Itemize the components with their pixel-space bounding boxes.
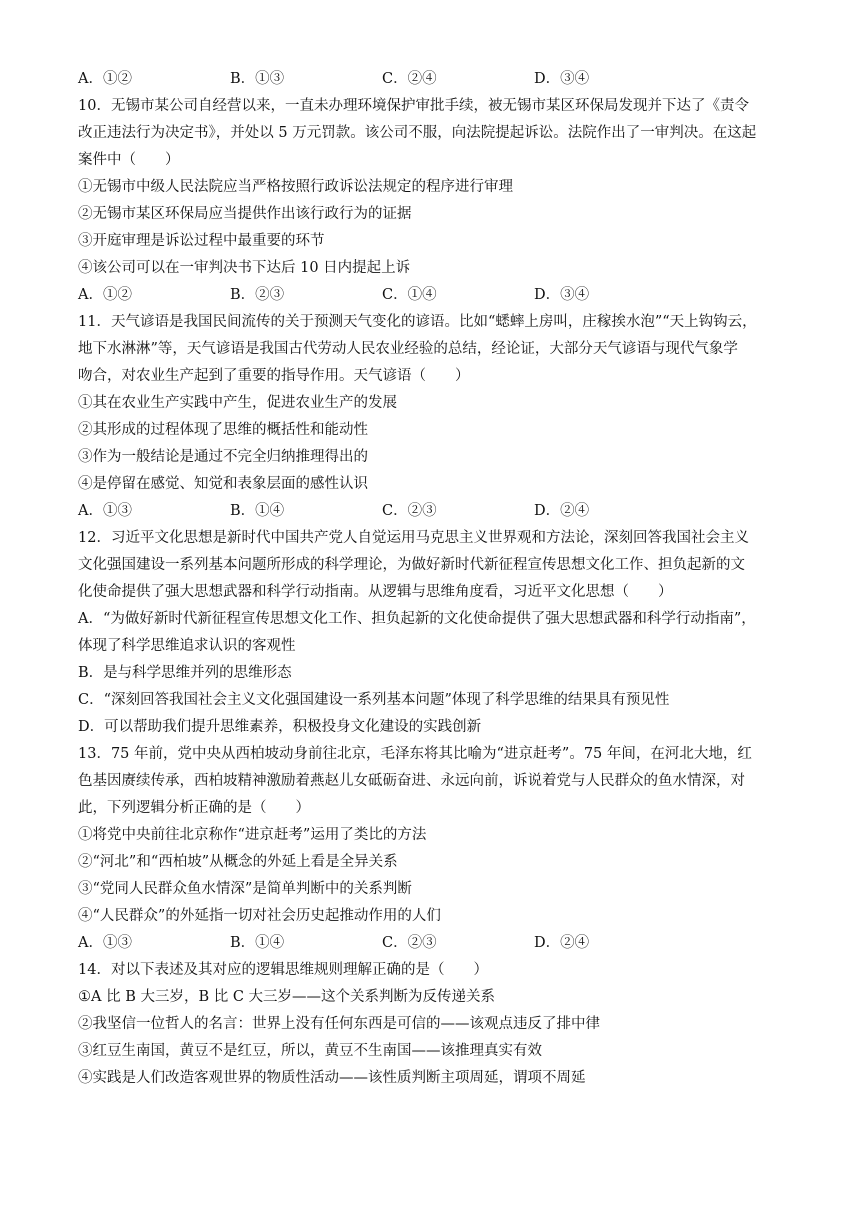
answer-options bbox=[78, 498, 790, 525]
statement-item: ③红豆生南国，黄豆不是红豆，所以，黄豆不生南国——该推理真实有效 bbox=[78, 1043, 542, 1059]
question-stem-line: 地下水淋淋”等，天气谚语是我国古代劳动人民农业经验的总结，经论证，大部分天气谚语与现代气象学 bbox=[78, 341, 738, 357]
option-d: D．③④ bbox=[534, 71, 590, 87]
option-b: B．②③ bbox=[230, 287, 285, 303]
choice-item-continuation: 体现了科学思维追求认识的客观性 bbox=[78, 638, 296, 654]
answer-options bbox=[78, 930, 790, 957]
question-stem-line: 此，下列逻辑分析正确的是（ ） bbox=[78, 800, 310, 816]
statement-item: ②其形成的过程体现了思维的概括性和能动性 bbox=[78, 422, 368, 438]
statement-item: ④实践是人们改造客观世界的物质性活动——该性质判断主项周延，谓项不周延 bbox=[78, 1070, 586, 1086]
option-d: D．③④ bbox=[534, 287, 590, 303]
choice-item: A．“为做好新时代新征程宣传思想文化工作、担负起新的文化使命提供了强大思想武器和科学行动指南”， bbox=[78, 611, 756, 627]
option-a: A．①③ bbox=[78, 935, 132, 951]
option-d: D．②④ bbox=[534, 503, 590, 519]
option-c: C．②③ bbox=[382, 935, 437, 951]
question-10 bbox=[78, 93, 790, 309]
question-stem-line: 12．习近平文化思想是新时代中国共产党人自觉运用马克思主义世界观和方法论，深刻回答我国社会主义 bbox=[78, 530, 749, 546]
option-a: A．①② bbox=[78, 71, 132, 87]
statement-item: ④“人民群众”的外延指一切对社会历史起推动作用的人们 bbox=[78, 908, 441, 924]
statement-item: ②我坚信一位哲人的名言：世界上没有任何东西是可信的——该观点违反了排中律 bbox=[78, 1016, 600, 1032]
exam-page bbox=[78, 66, 790, 1092]
statement-item: ③开庭审理是诉讼过程中最重要的环节 bbox=[78, 233, 325, 249]
statement-item: ②“河北”和“西柏坡”从概念的外延上看是全异关系 bbox=[78, 854, 398, 870]
option-c: C．①④ bbox=[382, 287, 437, 303]
option-a: A．①③ bbox=[78, 503, 132, 519]
question-stem-line: 10．无锡市某公司自经营以来，一直未办理环境保护审批手续，被无锡市某区环保局发现并下达了《责令 bbox=[78, 98, 749, 114]
option-c: C．②③ bbox=[382, 503, 437, 519]
question-stem-line: 色基因赓续传承，西柏坡精神激励着燕赵儿女砥砺奋进、永远向前，诉说着党与人民群众的鱼水情深，对 bbox=[78, 773, 745, 789]
statement-item: ②无锡市某区环保局应当提供作出该行政行为的证据 bbox=[78, 206, 412, 222]
statement-item: ④该公司可以在一审判决书下达后 10 日内提起上诉 bbox=[78, 260, 411, 276]
question-stem-line: 案件中（ ） bbox=[78, 152, 180, 168]
question-stem-line: 13．75 年前，党中央从西柏坡动身前往北京，毛泽东将其比喻为“进京赶考”。75 年间，在河北大地，红 bbox=[78, 746, 752, 762]
option-b: B．①③ bbox=[230, 71, 285, 87]
statement-item: ①将党中央前往北京称作“进京赶考”运用了类比的方法 bbox=[78, 827, 427, 843]
question-12 bbox=[78, 525, 790, 741]
statement-item: ③“党同人民群众鱼水情深”是简单判断中的关系判断 bbox=[78, 881, 412, 897]
choice-item: B．是与科学思维并列的思维形态 bbox=[78, 665, 292, 681]
statement-item: ③作为一般结论是通过不完全归纳推理得出的 bbox=[78, 449, 368, 465]
question-14 bbox=[78, 957, 790, 1092]
statement-item: ①无锡市中级人民法院应当严格按照行政诉讼法规定的程序进行审理 bbox=[78, 179, 513, 195]
q9-options bbox=[78, 66, 790, 93]
option-b: B．①④ bbox=[230, 503, 285, 519]
question-13 bbox=[78, 741, 790, 957]
question-stem-line: 11．天气谚语是我国民间流传的关于预测天气变化的谚语。比如“蟋蟀上房叫，庄稼挨水泡”“天上钩钩云， bbox=[78, 314, 757, 330]
question-stem-line: 文化强国建设一系列基本问题所形成的科学理论，为做好新时代新征程宣传思想文化工作、担负起新的文 bbox=[78, 557, 745, 573]
statement-item: ④是停留在感觉、知觉和表象层面的感性认识 bbox=[78, 476, 368, 492]
choice-item: C．“深刻回答我国社会主义文化强国建设一系列基本问题”体现了科学思维的结果具有预见性 bbox=[78, 692, 670, 708]
choice-item: D．可以帮助我们提升思维素养，积极投身文化建设的实践创新 bbox=[78, 719, 482, 735]
option-c: C．②④ bbox=[382, 71, 437, 87]
option-a: A．①② bbox=[78, 287, 132, 303]
question-stem-line: 化使命提供了强大思想武器和科学行动指南。从逻辑与思维角度看，习近平文化思想（ ） bbox=[78, 584, 673, 600]
answer-options bbox=[78, 282, 790, 309]
option-b: B．①④ bbox=[230, 935, 285, 951]
question-stem-line: 改正违法行为决定书》，并处以 5 万元罚款。该公司不服，向法院提起诉讼。法院作出了一审判决。在这起 bbox=[78, 125, 757, 141]
option-d: D．②④ bbox=[534, 935, 590, 951]
question-stem-line: 吻合，对农业生产起到了重要的指导作用。天气谚语（ ） bbox=[78, 368, 470, 384]
question-stem-line: 14．对以下表述及其对应的逻辑思维规则理解正确的是（ ） bbox=[78, 962, 488, 978]
statement-item: ①A 比 B 大三岁，B 比 C 大三岁——这个关系判断为反传递关系 bbox=[78, 989, 496, 1005]
statement-item: ①其在农业生产实践中产生，促进农业生产的发展 bbox=[78, 395, 397, 411]
question-11 bbox=[78, 309, 790, 525]
